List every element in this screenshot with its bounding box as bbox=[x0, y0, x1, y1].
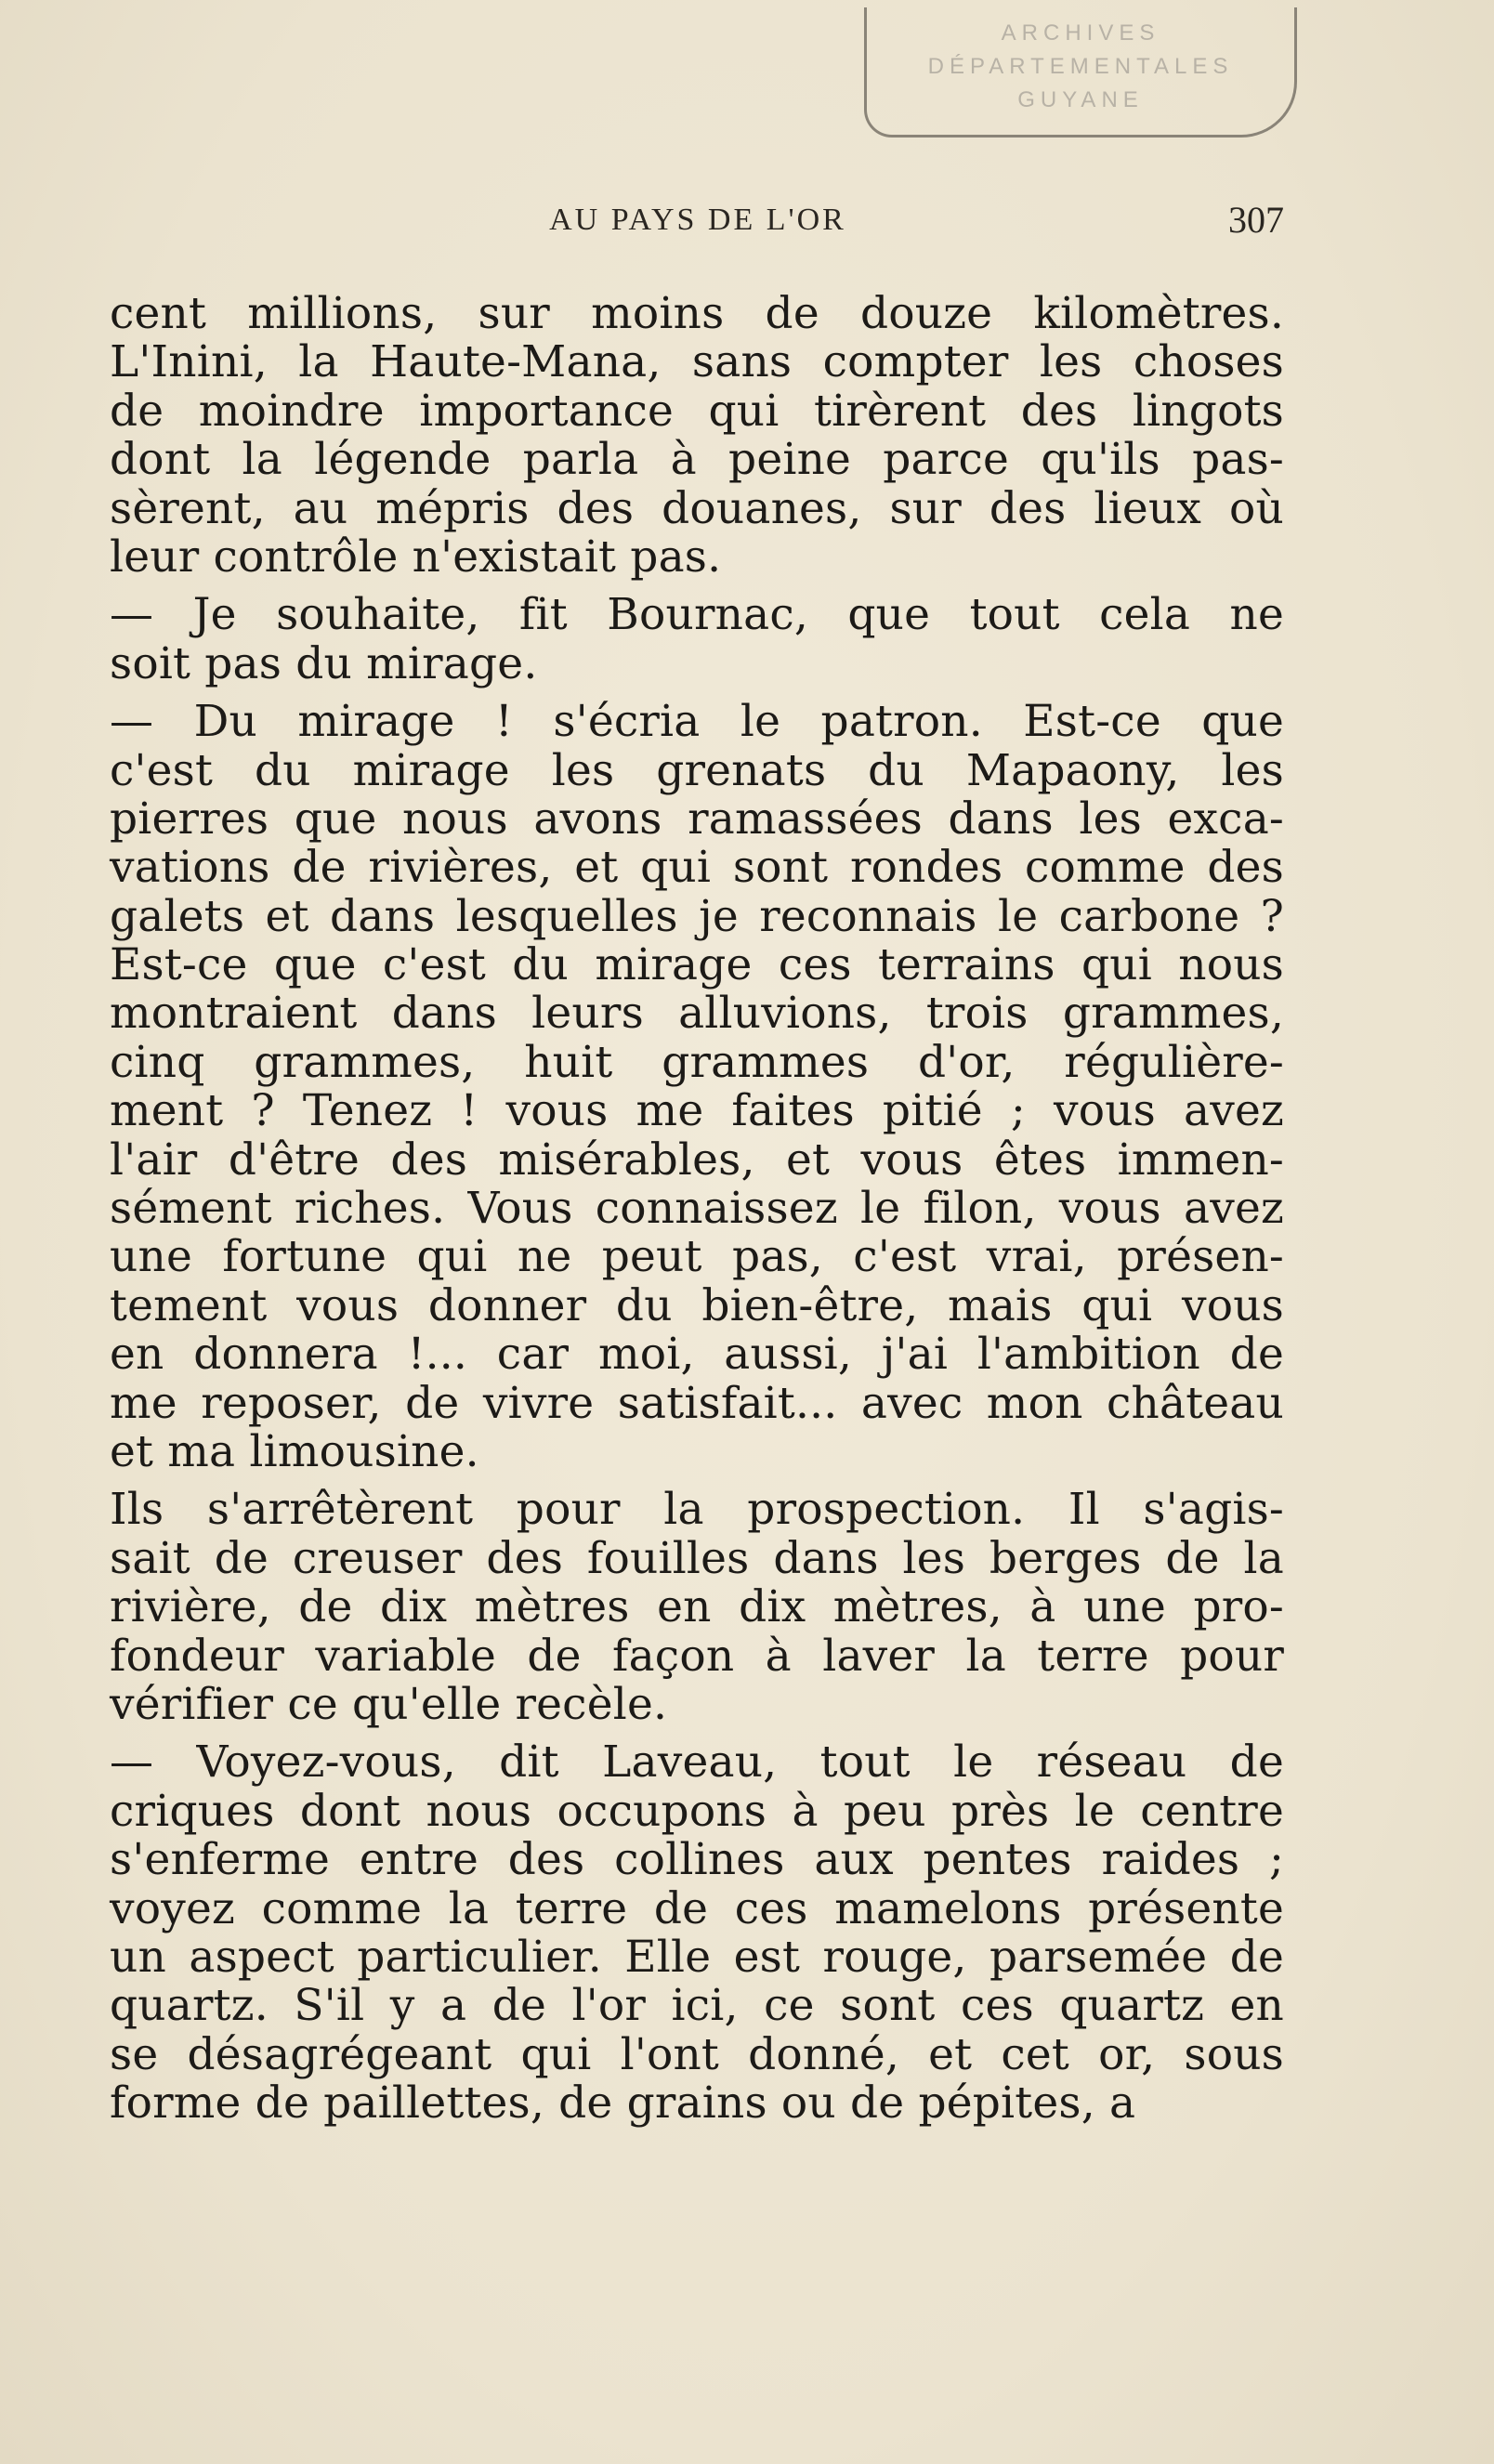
text-line: — Je souhaite, fit Bournac, que tout cela ne bbox=[110, 589, 1284, 641]
page-header bbox=[111, 197, 1284, 243]
text-line: se désagrégeant qui l'ont donné, et cet or, sous bbox=[110, 2028, 1284, 2080]
text-line: voyez comme la terre de ces mamelons présente bbox=[110, 1882, 1284, 1934]
running-title: AU PAYS DE L'OR bbox=[549, 203, 846, 237]
text-line: s'enferme entre des collines aux pentes raides ; bbox=[110, 1834, 1284, 1886]
text-line: leur contrôle n'existait pas. bbox=[110, 531, 722, 583]
text-line: vations de rivières, et qui sont rondes comme des bbox=[110, 842, 1284, 894]
text-line: Ils s'arrêtèrent pour la prospection. Il s'agis- bbox=[110, 1484, 1284, 1536]
text-line: de moindre importance qui tirèrent des lingots bbox=[110, 385, 1284, 437]
stamp-line: ARCHIVES bbox=[1001, 20, 1160, 46]
text-line: vérifier ce qu'elle recèle. bbox=[110, 1678, 668, 1730]
text-line: quartz. S'il y a de l'or ici, ce sont ces quartz en bbox=[110, 1980, 1284, 2032]
text-line: galets et dans lesquelles je reconnais le carbone ? bbox=[110, 890, 1284, 942]
text-line: une fortune qui ne peut pas, c'est vrai, présen- bbox=[110, 1231, 1284, 1283]
text-line: sèrent, au mépris des douanes, sur des lieux où bbox=[110, 482, 1284, 534]
text-line: un aspect particulier. Elle est rouge, parsemée de bbox=[110, 1931, 1284, 1983]
text-line: montraient dans leurs alluvions, trois grammes, bbox=[110, 988, 1284, 1040]
text-line: soit pas du mirage. bbox=[110, 637, 538, 689]
page-number: 307 bbox=[1228, 199, 1284, 241]
text-line: sait de creuser des fouilles dans les berges de la bbox=[110, 1532, 1284, 1584]
paragraph bbox=[110, 290, 1284, 582]
body-text bbox=[110, 290, 1284, 2128]
text-line: criques dont nous occupons à peu près le centre bbox=[110, 1785, 1284, 1837]
text-line: ment ? Tenez ! vous me faites pitié ; vous avez bbox=[110, 1085, 1284, 1137]
archive-stamp bbox=[864, 7, 1297, 138]
text-line: cent millions, sur moins de douze kilomètres. bbox=[110, 288, 1284, 339]
stamp-line: GUYANE bbox=[1017, 87, 1144, 112]
text-line: — Du mirage ! s'écria le patron. Est-ce que bbox=[110, 696, 1284, 748]
text-line: L'Inini, la Haute-Mana, sans compter les choses bbox=[110, 336, 1284, 388]
text-line: Est-ce que c'est du mirage ces terrains qui nous bbox=[110, 939, 1284, 991]
text-line: en donnera !... car moi, aussi, j'ai l'ambition de bbox=[110, 1329, 1284, 1381]
paragraph bbox=[110, 698, 1284, 1476]
text-line: et ma limousine. bbox=[110, 1425, 479, 1477]
paragraph bbox=[110, 1738, 1284, 2128]
paragraph bbox=[110, 1486, 1284, 1729]
text-line: cinq grammes, huit grammes d'or, régulière- bbox=[110, 1036, 1284, 1088]
text-line: forme de paillettes, de grains ou de pépites, a bbox=[110, 2077, 1136, 2130]
text-line: tement vous donner du bien-être, mais qui vous bbox=[110, 1279, 1284, 1331]
text-line: dont la légende parla à peine parce qu'ils pas- bbox=[110, 434, 1284, 486]
text-line: me reposer, de vivre satisfait... avec mon château bbox=[110, 1377, 1284, 1429]
text-line: rivière, de dix mètres en dix mètres, à une pro- bbox=[110, 1581, 1284, 1633]
text-line: pierres que nous avons ramassées dans les exca- bbox=[110, 793, 1284, 845]
text-line: — Voyez-vous, dit Laveau, tout le réseau de bbox=[110, 1737, 1284, 1789]
text-line: c'est du mirage les grenats du Mapaony, les bbox=[110, 744, 1284, 796]
text-line: fondeur variable de façon à laver la terre pour bbox=[110, 1630, 1284, 1682]
text-line: l'air d'être des misérables, et vous êtes immen- bbox=[110, 1134, 1284, 1186]
paragraph bbox=[110, 591, 1284, 688]
text-line: sément riches. Vous connaissez le filon, vous avez bbox=[110, 1183, 1284, 1235]
stamp-line: DÉPARTEMENTALES bbox=[927, 54, 1234, 79]
